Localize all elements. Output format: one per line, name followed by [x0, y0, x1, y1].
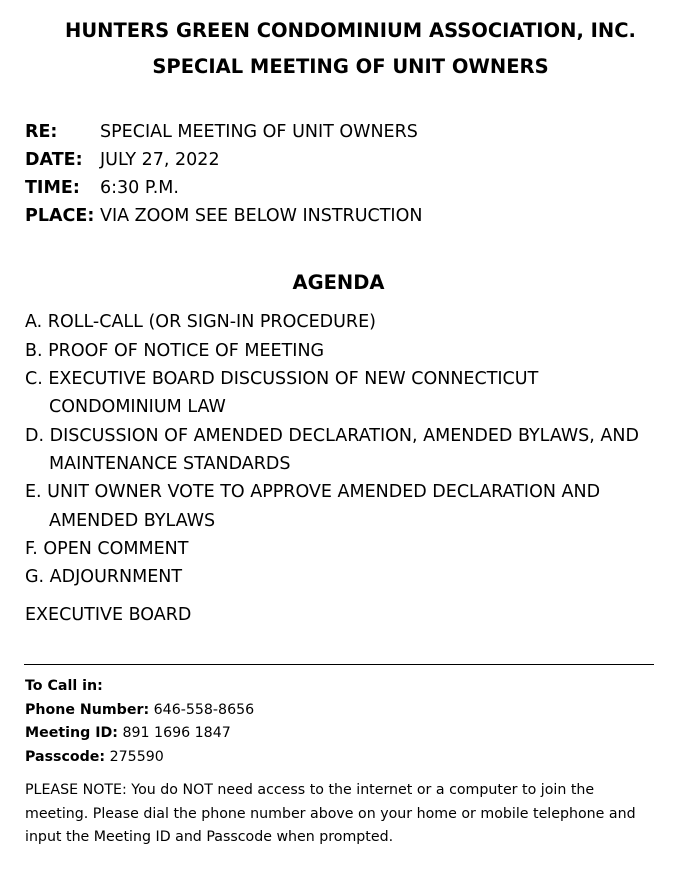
agenda-heading: AGENDA [292, 271, 385, 294]
meeting-id-label: Meeting ID: [25, 725, 118, 741]
agenda-item-g: G. ADJOURNMENT [25, 567, 183, 587]
detail-label: DATE: [25, 150, 83, 170]
phone-number-value: 646-558-8656 [153, 702, 255, 718]
detail-value: SPECIAL MEETING OF UNIT OWNERS [100, 122, 418, 142]
meeting-subtitle: SPECIAL MEETING OF UNIT OWNERS [152, 55, 549, 78]
agenda-item-f: F. OPEN COMMENT [25, 539, 189, 559]
section-divider [24, 664, 654, 665]
note-line-3: input the Meeting ID and Passcode when prompted. [25, 829, 394, 845]
call-in-heading: To Call in: [25, 678, 103, 694]
meeting-id-value: 891 1696 1847 [122, 725, 231, 741]
agenda-item-e: E. UNIT OWNER VOTE TO APPROVE AMENDED DECLARATION AND [25, 482, 601, 502]
detail-value: JULY 27, 2022 [100, 150, 220, 170]
agenda-item-b: B. PROOF OF NOTICE OF MEETING [25, 341, 325, 361]
note-line-2: meeting. Please dial the phone number above on your home or mobile telephone and [25, 806, 636, 822]
agenda-item-c: C. EXECUTIVE BOARD DISCUSSION OF NEW CONNECTICUT [25, 369, 539, 389]
phone-number-label: Phone Number: [25, 702, 150, 718]
agenda-item-c-continued: CONDOMINIUM LAW [49, 397, 226, 417]
agenda-item-a: A. ROLL-CALL (OR SIGN-IN PROCEDURE) [25, 312, 376, 332]
agenda-item-d-continued: MAINTENANCE STANDARDS [49, 454, 291, 474]
detail-label: TIME: [25, 178, 80, 198]
agenda-item-d: D. DISCUSSION OF AMENDED DECLARATION, AMENDED BYLAWS, AND [25, 426, 639, 446]
passcode-label: Passcode: [25, 749, 106, 765]
passcode-line [25, 749, 164, 765]
phone-number-line [25, 702, 254, 718]
detail-value: 6:30 P.M. [100, 178, 179, 198]
agenda-item-e-continued: AMENDED BYLAWS [49, 511, 216, 531]
detail-value: VIA ZOOM SEE BELOW INSTRUCTION [100, 206, 423, 226]
detail-label: RE: [25, 122, 58, 142]
detail-label: PLACE: [25, 206, 95, 226]
meeting-id-line [25, 725, 231, 741]
passcode-value: 275590 [109, 749, 164, 765]
signature: EXECUTIVE BOARD [25, 605, 192, 625]
association-title: HUNTERS GREEN CONDOMINIUM ASSOCIATION, INC. [65, 19, 636, 42]
note-line-1: PLEASE NOTE: You do NOT need access to the internet or a computer to join the [25, 782, 595, 798]
